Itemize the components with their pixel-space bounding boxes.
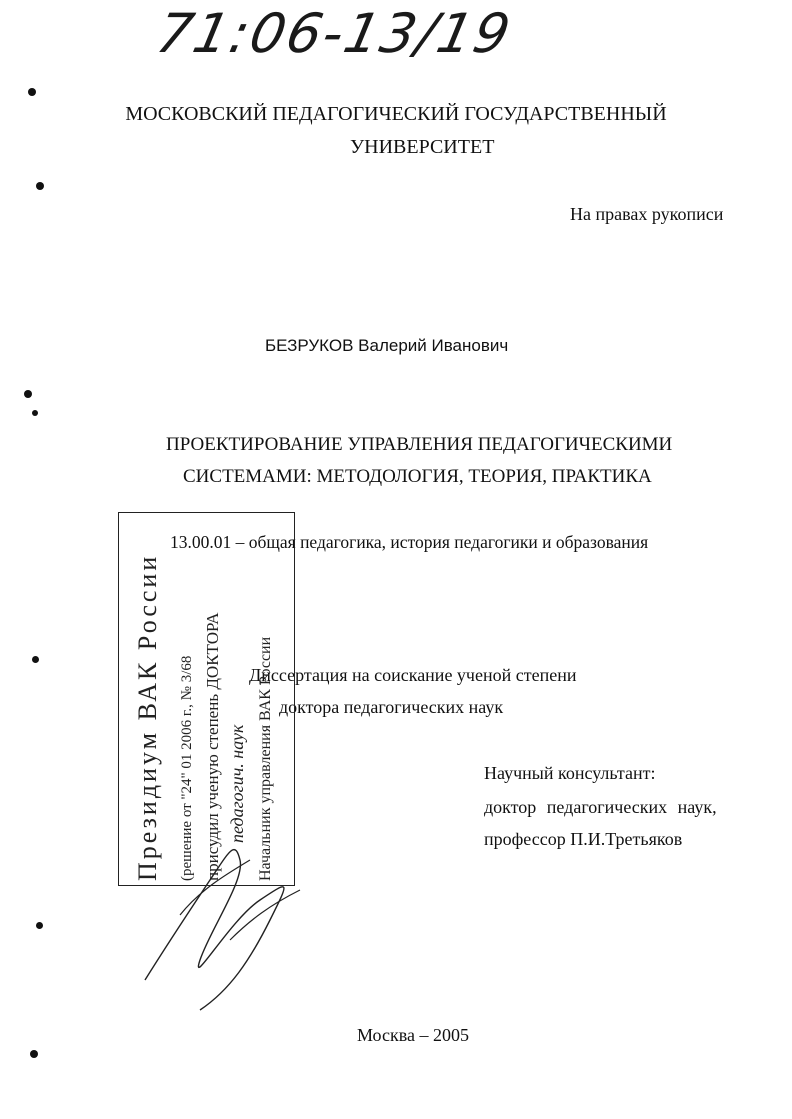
degree-line2: доктора педагогических наук bbox=[279, 697, 504, 717]
margin-dot bbox=[30, 1050, 38, 1058]
university-name-line2: УНИВЕРСИТЕТ bbox=[350, 136, 495, 158]
margin-dot bbox=[32, 656, 39, 663]
manuscript-note: На правах рукописи bbox=[570, 204, 724, 224]
stamp-line1: Президиум ВАК России bbox=[133, 553, 162, 881]
margin-dot bbox=[36, 922, 43, 929]
degree-line1: Диссертация на соискание ученой степени bbox=[249, 665, 577, 685]
author-name: БЕЗРУКОВ Валерий Иванович bbox=[265, 336, 509, 355]
margin-dot bbox=[28, 88, 36, 96]
title-line2: СИСТЕМАМИ: МЕТОДОЛОГИЯ, ТЕОРИЯ, ПРАКТИКА bbox=[183, 466, 652, 487]
signature bbox=[140, 820, 310, 1020]
stamp-line4: педагогич. наук bbox=[227, 724, 247, 843]
stamp-line5: Начальник управления ВАК России bbox=[257, 636, 274, 881]
consultant-degree: доктор педагогических наук, bbox=[484, 797, 717, 817]
margin-dot bbox=[36, 182, 44, 190]
consultant-name: профессор П.И.Третьяков bbox=[484, 829, 683, 849]
margin-dot bbox=[24, 390, 32, 398]
margin-dot bbox=[32, 410, 38, 416]
university-name-line1: МОСКОВСКИЙ ПЕДАГОГИЧЕСКИЙ ГОСУДАРСТВЕННЫЙ bbox=[125, 103, 667, 125]
consultant-label: Научный консультант: bbox=[484, 763, 656, 783]
city-year: Москва – 2005 bbox=[357, 1025, 469, 1045]
archive-code: 71:06-13/19 bbox=[151, 2, 518, 65]
stamp-line3: присудил ученую степень ДОКТОРА bbox=[203, 612, 222, 881]
specialty: 13.00.01 – общая педагогика, история педагогики и образования bbox=[170, 532, 649, 552]
title-line1: ПРОЕКТИРОВАНИЕ УПРАВЛЕНИЯ ПЕДАГОГИЧЕСКИМИ bbox=[166, 434, 673, 455]
stamp-line2: (решение от "24" 01 2006 г., № 3/68 bbox=[179, 655, 195, 881]
